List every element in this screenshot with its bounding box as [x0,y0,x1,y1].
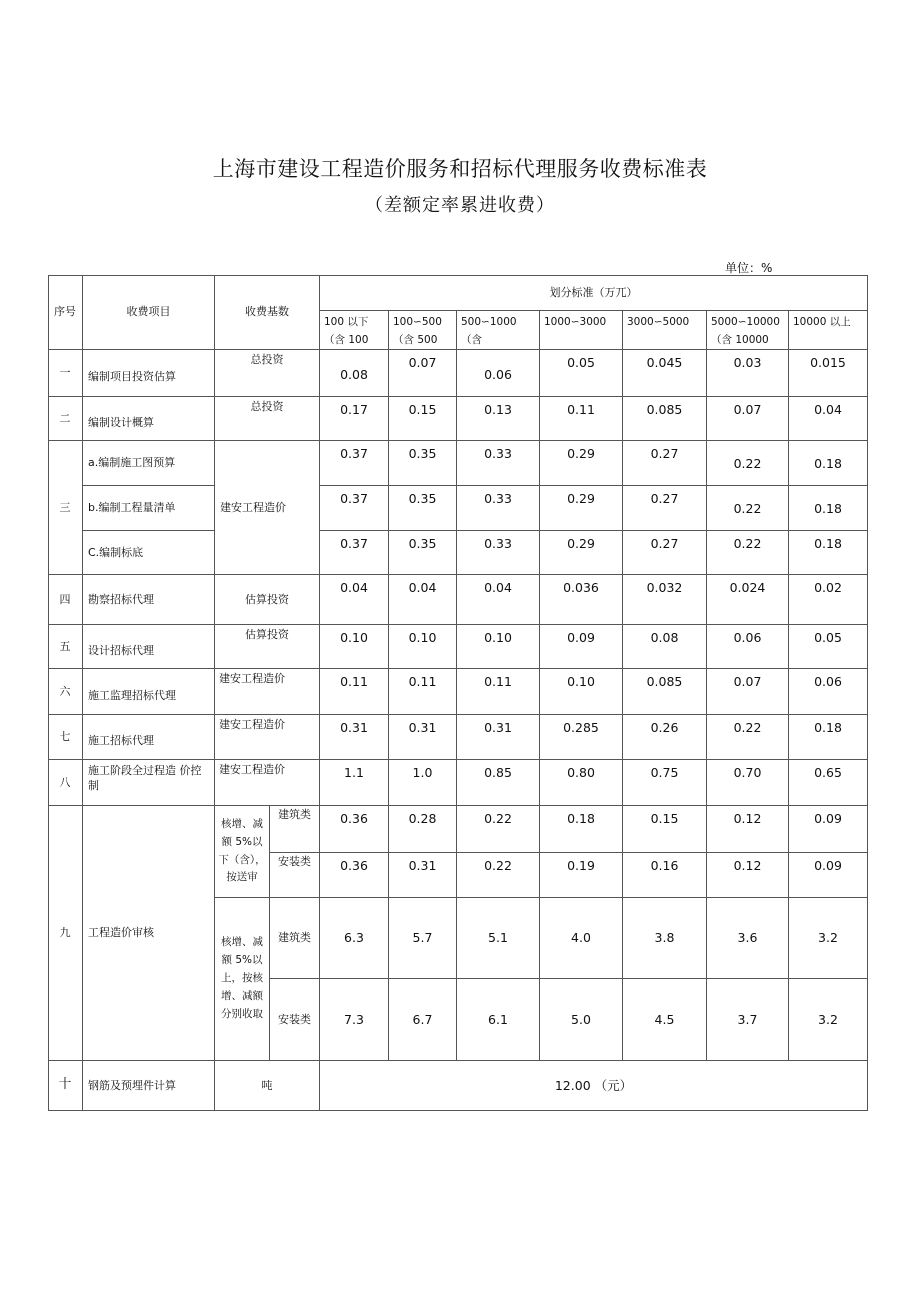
value-cell-r9-sub1b-col3: 0.22 [457,853,540,898]
value-cell-r3-c-col3: 0.33 [457,531,540,575]
value-cell-r7-col6: 0.22 [707,715,789,760]
fee-standard-table [48,275,868,1111]
value-cell-r5-col1: 0.10 [320,625,389,669]
row-3c-item: C.编制标底 [83,531,215,575]
header-range-7: 10000 以上 [789,311,868,350]
value-cell-r3-b-col4: 0.29 [540,486,623,531]
row-10-basis: 吨 [215,1061,320,1111]
row-4-seq: 四 [48,575,83,625]
value-cell-r4-col1: 0.04 [320,575,389,625]
header-basis: 收费基数 [215,275,320,350]
value-cell-r6-col3: 0.11 [457,669,540,715]
value-cell-r8-col2: 1.0 [389,760,457,806]
value-cell-r2-col5: 0.085 [623,397,707,441]
value-cell-r4-col6: 0.024 [707,575,789,625]
value-cell-r1-col5: 0.045 [623,350,707,397]
value-cell-r5-col4: 0.09 [540,625,623,669]
value-cell-r1-col1: 0.08 [320,350,389,397]
row-10-item: 钢筋及预埋件计算 [83,1061,215,1111]
row-1-seq: 一 [48,350,83,397]
value-cell-r9-sub1a-col4: 0.18 [540,806,623,853]
value-cell-r9-sub1b-col5: 0.16 [623,853,707,898]
value-cell-r3-c-col4: 0.29 [540,531,623,575]
value-cell-r8-col3: 0.85 [457,760,540,806]
value-cell-r9-sub2a-col4: 4.0 [540,898,623,979]
value-cell-r6-col6: 0.07 [707,669,789,715]
value-cell-r2-col4: 0.11 [540,397,623,441]
page-title: 上海市建设工程造价服务和招标代理服务收费标准表 [212,157,708,181]
value-cell-r9-sub1b-col6: 0.12 [707,853,789,898]
value-cell-r3-b-col6: 0.22 [707,486,789,531]
row-3-seq: 三 [48,441,83,575]
value-cell-r3-c-col6: 0.22 [707,531,789,575]
value-cell-r5-col7: 0.05 [789,625,868,669]
value-cell-r8-col1: 1.1 [320,760,389,806]
value-cell-r9-sub2b-col3: 6.1 [457,979,540,1061]
row-9-sub1a-label: 建筑类 [270,806,320,853]
header-range-3: 500∽1000 （含 [457,311,540,350]
row-9-item: 工程造价审核 [83,806,215,1061]
value-cell-r6-col5: 0.085 [623,669,707,715]
value-cell-r1-col6: 0.03 [707,350,789,397]
header-range-1: 100 以下（含 100 [320,311,389,350]
value-cell-r9-sub1a-col3: 0.22 [457,806,540,853]
value-cell-r3-b-col3: 0.33 [457,486,540,531]
row-6-basis: 建安工程造价 [215,669,320,715]
row-1-basis: 总投资 [215,350,320,397]
value-cell-r7-col1: 0.31 [320,715,389,760]
value-cell-r3-b-col1: 0.37 [320,486,389,531]
row-1-item: 编制项目投资估算 [83,350,215,397]
value-cell-r3-b-col5: 0.27 [623,486,707,531]
value-cell-r5-col6: 0.06 [707,625,789,669]
row-9-basis-below-5: 核增、减额 5%以下（含），按送审 [215,806,270,898]
row-7-item: 施工招标代理 [83,715,215,760]
value-cell-r9-sub2a-col7: 3.2 [789,898,868,979]
value-cell-r9-sub2a-col6: 3.6 [707,898,789,979]
value-cell-r7-col4: 0.285 [540,715,623,760]
row-4-item: 勘察招标代理 [83,575,215,625]
header-division: 划分标准（万兀） [320,275,868,311]
value-cell-r2-col7: 0.04 [789,397,868,441]
value-cell-r5-col5: 0.08 [623,625,707,669]
value-cell-r1-col7: 0.015 [789,350,868,397]
value-cell-r7-col2: 0.31 [389,715,457,760]
value-cell-r9-sub2b-col2: 6.7 [389,979,457,1061]
value-cell-r9-sub1b-col4: 0.19 [540,853,623,898]
row-9-sub2a-label: 建筑类 [270,898,320,979]
value-cell-r3-a-col7: 0.18 [789,441,868,486]
value-cell-r9-sub2b-col6: 3.7 [707,979,789,1061]
value-cell-r2-col2: 0.15 [389,397,457,441]
value-cell-r3-a-col1: 0.37 [320,441,389,486]
value-cell-r4-col5: 0.032 [623,575,707,625]
row-8-seq: 八 [48,760,83,806]
header-item: 收费项目 [83,275,215,350]
value-cell-r9-sub2b-col4: 5.0 [540,979,623,1061]
value-cell-r8-col5: 0.75 [623,760,707,806]
value-cell-r3-a-col6: 0.22 [707,441,789,486]
row-3a-item: a.编制施工图预算 [83,441,215,486]
row-3-basis: 建安工程造价 [215,441,320,575]
value-cell-r9-sub2a-col1: 6.3 [320,898,389,979]
value-cell-r9-sub1b-col7: 0.09 [789,853,868,898]
value-cell-r6-col4: 0.10 [540,669,623,715]
value-cell-r9-sub1a-col1: 0.36 [320,806,389,853]
value-cell-r9-sub2a-col3: 5.1 [457,898,540,979]
value-cell-r5-col2: 0.10 [389,625,457,669]
row-9-sub2b-label: 安装类 [270,979,320,1061]
row-8-item: 施工阶段全过程造 价控制 [83,760,215,806]
value-cell-r6-col1: 0.11 [320,669,389,715]
header-range-5: 3000∽5000 [623,311,707,350]
value-cell-r2-col3: 0.13 [457,397,540,441]
row-9-basis-above-5: 核增、减额 5%以上，按核增、减额分别收取 [215,898,270,1061]
row-10-seq: 十 [48,1061,83,1111]
value-cell-r7-col7: 0.18 [789,715,868,760]
value-cell-r9-sub1b-col1: 0.36 [320,853,389,898]
value-cell-r9-sub1a-col6: 0.12 [707,806,789,853]
value-cell-r4-col7: 0.02 [789,575,868,625]
value-cell-r9-sub2a-col5: 3.8 [623,898,707,979]
row-4-basis: 估算投资 [215,575,320,625]
value-cell-r3-c-col1: 0.37 [320,531,389,575]
value-cell-r2-col1: 0.17 [320,397,389,441]
value-cell-r3-a-col5: 0.27 [623,441,707,486]
row-6-item: 施工监理招标代理 [83,669,215,715]
value-cell-r8-col6: 0.70 [707,760,789,806]
row-3b-item: b.编制工程量清单 [83,486,215,531]
header-seq: 序号 [48,275,83,350]
value-cell-r6-col2: 0.11 [389,669,457,715]
header-range-2: 100∽500（含 500 [389,311,457,350]
row-10-value: 12.00 （元） [320,1061,868,1111]
value-cell-r1-col4: 0.05 [540,350,623,397]
row-6-seq: 六 [48,669,83,715]
value-cell-r5-col3: 0.10 [457,625,540,669]
value-cell-r3-a-col3: 0.33 [457,441,540,486]
row-5-item: 设计招标代理 [83,625,215,669]
value-cell-r7-col5: 0.26 [623,715,707,760]
header-range-4: 1000∽3000 [540,311,623,350]
row-7-basis: 建安工程造价 [215,715,320,760]
value-cell-r4-col4: 0.036 [540,575,623,625]
value-cell-r9-sub1a-col5: 0.15 [623,806,707,853]
value-cell-r9-sub1a-col2: 0.28 [389,806,457,853]
value-cell-r9-sub2b-col1: 7.3 [320,979,389,1061]
value-cell-r1-col2: 0.07 [389,350,457,397]
value-cell-r4-col2: 0.04 [389,575,457,625]
value-cell-r3-c-col7: 0.18 [789,531,868,575]
value-cell-r9-sub1a-col7: 0.09 [789,806,868,853]
header-range-6: 5000∽10000（含 10000 [707,311,789,350]
value-cell-r7-col3: 0.31 [457,715,540,760]
value-cell-r8-col7: 0.65 [789,760,868,806]
row-8-basis: 建安工程造价 [215,760,320,806]
row-7-seq: 七 [48,715,83,760]
row-5-basis: 估算投资 [215,625,320,669]
value-cell-r9-sub2b-col5: 4.5 [623,979,707,1061]
value-cell-r3-a-col4: 0.29 [540,441,623,486]
value-cell-r1-col3: 0.06 [457,350,540,397]
value-cell-r3-c-col2: 0.35 [389,531,457,575]
value-cell-r9-sub2a-col2: 5.7 [389,898,457,979]
row-2-basis: 总投资 [215,397,320,441]
page-subtitle: （差额定率累进收费） [365,195,555,216]
value-cell-r9-sub1b-col2: 0.31 [389,853,457,898]
row-9-sub1b-label: 安装类 [270,853,320,898]
row-5-seq: 五 [48,625,83,669]
value-cell-r3-c-col5: 0.27 [623,531,707,575]
row-2-item: 编制设计概算 [83,397,215,441]
value-cell-r9-sub2b-col7: 3.2 [789,979,868,1061]
value-cell-r3-b-col2: 0.35 [389,486,457,531]
value-cell-r3-b-col7: 0.18 [789,486,868,531]
value-cell-r3-a-col2: 0.35 [389,441,457,486]
row-9-seq: 九 [48,806,83,1061]
value-cell-r6-col7: 0.06 [789,669,868,715]
row-2-seq: 二 [48,397,83,441]
value-cell-r2-col6: 0.07 [707,397,789,441]
value-cell-r4-col3: 0.04 [457,575,540,625]
unit-label: 单位：% [725,261,773,275]
value-cell-r8-col4: 0.80 [540,760,623,806]
